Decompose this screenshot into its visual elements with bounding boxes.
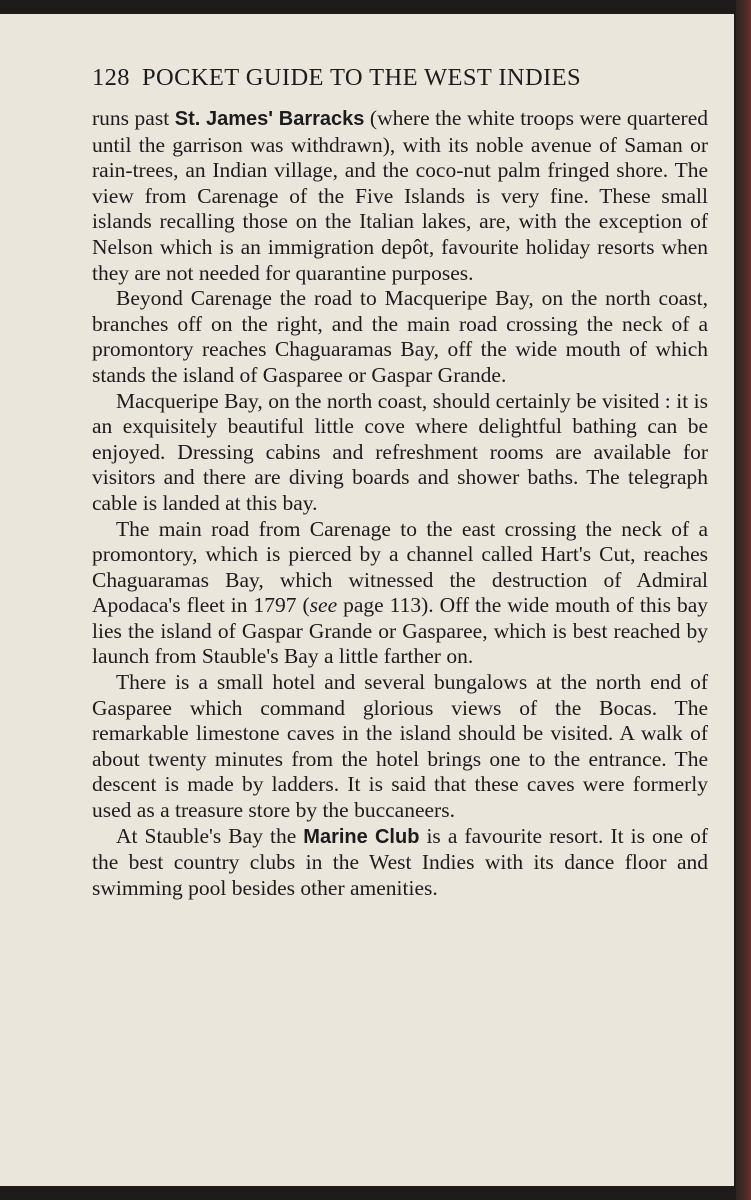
- paragraph-text: page 113). Off the wide mouth of this bay lies the island of Gaspar Grande or Gasparee, which is best reached by launch from Stauble's Bay a little farther on.: [92, 593, 708, 669]
- bold-place-name: Marine Club: [303, 825, 420, 848]
- paragraph-text: runs past: [92, 106, 175, 130]
- paragraph-text: is a favourite resort. It is one of the best country clubs in the West Indies with its dance floor and swimming pool besides other amenities.: [92, 823, 708, 900]
- running-head-title: POCKET GUIDE TO THE WEST INDIES: [141, 64, 582, 91]
- paragraph: Beyond Carenage the road to Macqueripe Bay, on the north coast, branches off on the right, and the main road crossing the neck of a promontory reaches Chaguaramas Bay, off the wide mouth of which stands the island of Gasparee or Gaspar Grande.: [92, 286, 708, 387]
- paragraph: [92, 106, 708, 286]
- page-body: [92, 106, 708, 901]
- book-page: [0, 14, 734, 1186]
- paragraph: Macqueripe Bay, on the north coast, should certainly be visited : it is an exquisitely beautiful little cove where delightful bathing can be enjoyed. Dressing cabins and refreshment rooms are available for visitors and there are diving boards and shower baths. The telegraph cable is landed at this bay.: [92, 388, 708, 515]
- paragraph: There is a small hotel and several bungalows at the north end of Gasparee which command glorious views of the Bocas. The remarkable limestone caves in the island should be visited. A walk of about twenty minutes from the hotel brings one to the entrance. The descent is made by ladders. It is said that these caves were formerly used as a treasure store by the buccaneers.: [92, 670, 708, 823]
- page-number: 128: [92, 64, 130, 91]
- bold-place-name: St. James' Barracks: [174, 108, 365, 130]
- paragraph: [92, 517, 708, 671]
- paragraph-text: At Stauble's Bay the: [116, 823, 304, 848]
- paragraph-text: (where the white troops were quartered until the garrison was withdrawn), with its noble avenue of Saman or rain-trees, an Indian village, and the coco-nut palm fringed shore. The view from Carenage of the Five Islands is very fine. These small islands recalling those on the Italian lakes, are, with the exception of Nelson which is an immigration depôt, favourite holiday resorts when they are not needed for quarantine purposes.: [92, 106, 709, 285]
- italic-reference: see: [309, 593, 338, 618]
- running-header: [92, 64, 708, 92]
- paragraph: [92, 824, 708, 902]
- paragraph-text: The main road from Carenage to the east crossing the neck of a promontory, which is pierced by a channel called Hart's Cut, reaches Chaguaramas Bay, which witnessed the destruction of Admiral Apodaca's fleet in 1797 (: [92, 516, 708, 618]
- book-binding-edge: [736, 0, 751, 1200]
